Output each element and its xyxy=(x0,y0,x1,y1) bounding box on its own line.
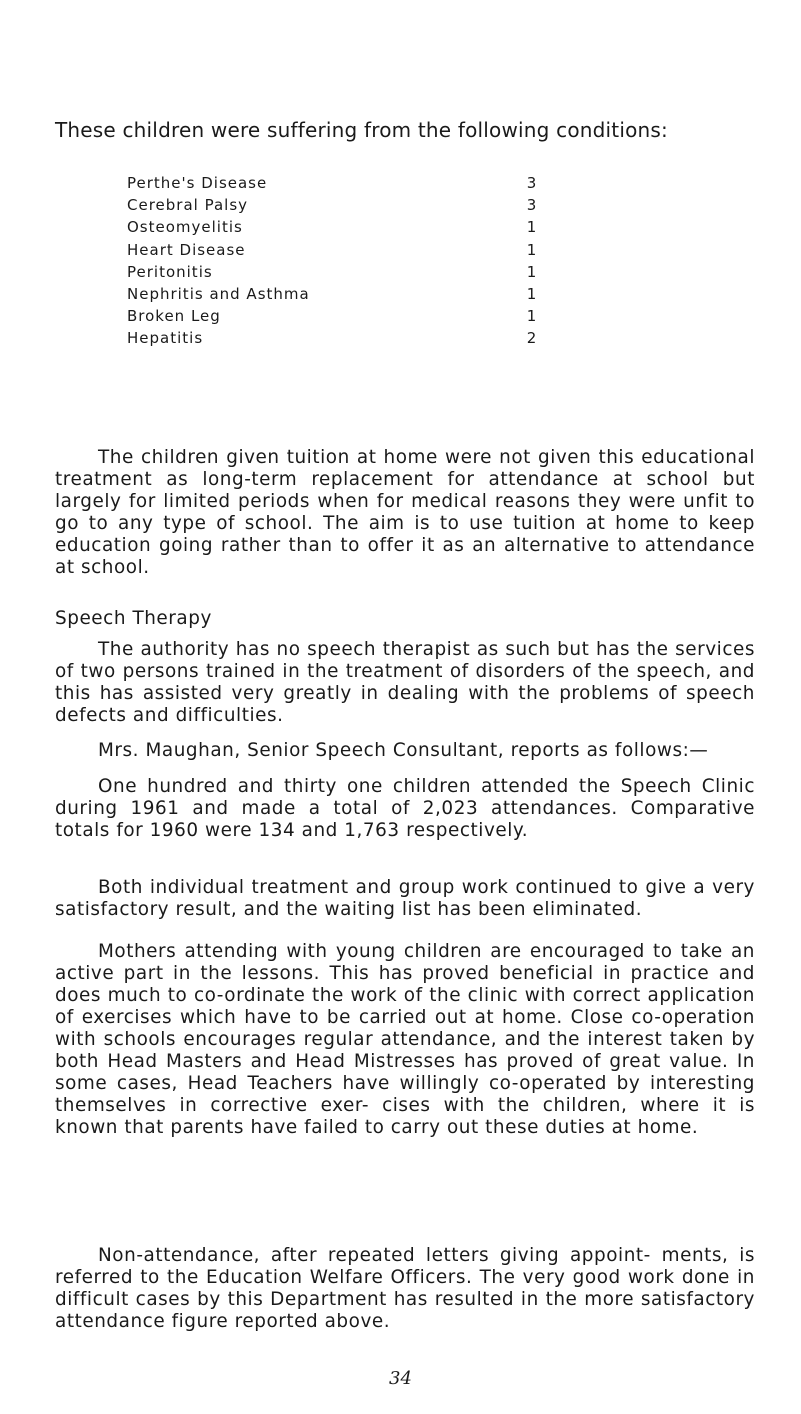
report-paragraph-mothers: Mothers attending with young children are encouraged to take an active part in the lessons. This has proved beneficial in practice and does much to co-ordinate the work of the clinic with correct application of exercises which have to be carried out at home. Close co-operation with schools encourages regular attendance, and the interest taken by both Head Masters and Head Mistresses has proved of great value. In some cases, Head Teachers have willingly co-operated by interesting themselves in corrective exer- cises with the children, where it is known that parents have failed to carry out these duties at home. xyxy=(55,941,755,1138)
condition-count: 1 xyxy=(526,218,538,237)
condition-name: Osteomyelitis xyxy=(127,218,243,237)
intro-sentence: These children were suffering from the following conditions: xyxy=(55,118,668,142)
speech-paragraph: The authority has no speech therapist as such but has the services of two persons trained in the treatment of disorders of the speech, and this has assisted very greatly in dealing with the problems of speech defects and difficulties. xyxy=(55,639,755,726)
condition-name: Nephritis and Asthma xyxy=(127,284,310,303)
condition-name: Perthe's Disease xyxy=(127,174,268,192)
condition-row xyxy=(127,283,607,305)
conditions-list xyxy=(127,172,607,350)
report-paragraph-non-attendance: Non-attendance, after repeated letters giving appoint- ments, is referred to the Education Welfare Officers. The very good work done in difficult cases by this Department has resulted in the more satisfactory attendance figure reported above. xyxy=(55,1245,755,1332)
condition-count: 2 xyxy=(526,329,538,348)
report-paragraph-treatment: Both individual treatment and group work continued to give a very satisfactory result, and the waiting list has been eliminated. xyxy=(55,877,755,920)
condition-row xyxy=(127,216,607,238)
condition-name: Cerebral Palsy xyxy=(127,196,249,215)
tuition-paragraph: The children given tuition at home were not given this educational treatment as long-term replacement for attendance at school but largely for limited periods when for medical reasons they were unfit to go to any type of school. The aim is to use tuition at home to keep education going rather than to offer it as an alternative to attendance at school. xyxy=(55,447,755,578)
condition-row xyxy=(127,305,607,327)
condition-count: 3 xyxy=(526,196,538,215)
condition-count: 1 xyxy=(526,307,538,326)
condition-name: Hepatitis xyxy=(127,329,204,348)
report-paragraph-attendance: One hundred and thirty one children attended the Speech Clinic during 1961 and made a total of 2,023 attendances. Comparative totals for 1960 were 134 and 1,763 respectively. xyxy=(55,776,755,841)
condition-name: Heart Disease xyxy=(127,240,246,259)
condition-row xyxy=(127,327,607,349)
condition-row xyxy=(127,172,607,194)
condition-count: 3 xyxy=(526,174,538,192)
report-intro: Mrs. Maughan, Senior Speech Consultant, reports as follows:— xyxy=(98,740,709,761)
condition-row xyxy=(127,261,607,283)
condition-count: 1 xyxy=(526,240,538,259)
condition-name: Peritonitis xyxy=(127,262,213,281)
condition-count: 1 xyxy=(526,262,538,281)
condition-row xyxy=(127,239,607,261)
condition-name: Broken Leg xyxy=(127,307,221,326)
condition-count: 1 xyxy=(526,284,538,303)
page-number: 34 xyxy=(389,1368,412,1389)
speech-therapy-heading: Speech Therapy xyxy=(55,608,212,629)
condition-row xyxy=(127,194,607,216)
